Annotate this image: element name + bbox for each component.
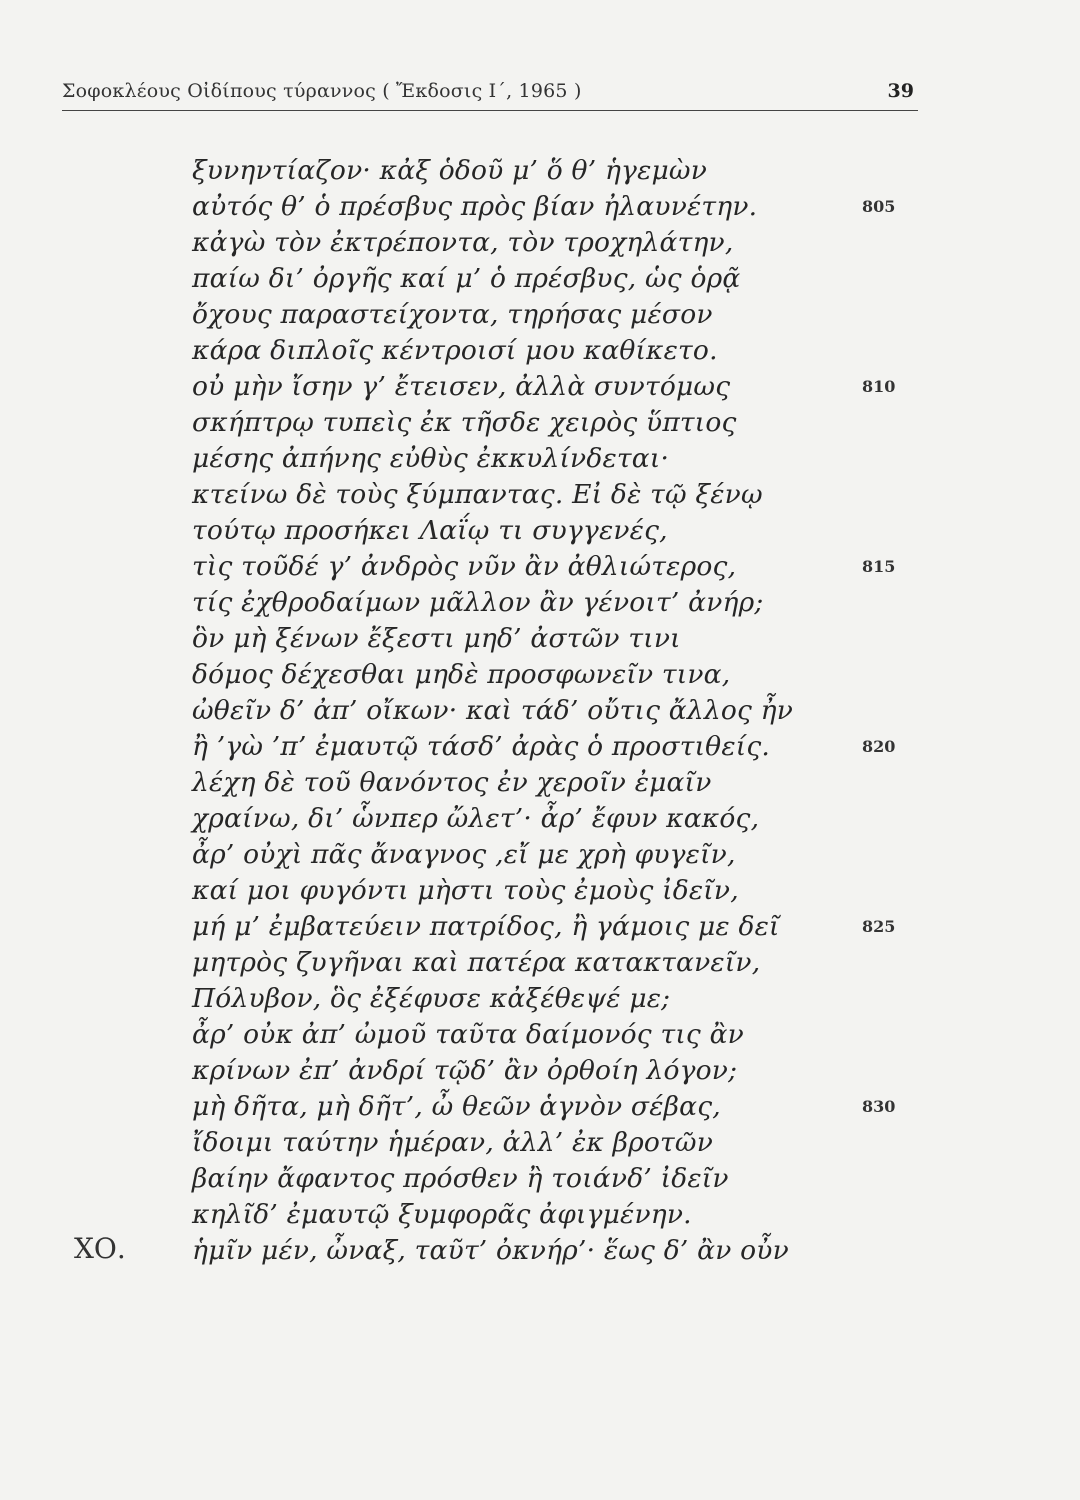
verse-line: τούτῳ προσήκει Λαΐῳ τι συγγενές, — [192, 515, 668, 546]
verse-line: αὐτός θ’ ὁ πρέσβυς πρὸς βίαν ἠλαυνέτην. — [192, 191, 758, 222]
verse-line: Πόλυβον, ὃς ἐξέφυσε κἀξέθεψέ με; — [192, 983, 671, 1014]
verse-line: τὶς τοῦδέ γ’ ἀνδρὸς νῦν ἂν ἀθλιώτερος, — [192, 551, 737, 582]
verse-line: παίω δι’ ὀργῆς καί μ’ ὁ πρέσβυς, ὡς ὁρᾷ — [192, 263, 741, 294]
verse-line: κηλῖδ’ ἐμαυτῷ ξυμφορᾶς ἀφιγμένην. — [192, 1199, 692, 1230]
line-number: 815 — [862, 557, 896, 576]
verse-line: ἴδοιμι ταύτην ἡμέραν, ἀλλ’ ἐκ βροτῶν — [192, 1127, 713, 1158]
verse-line: μή μ’ ἐμβατεύειν πατρίδος, ἢ γάμοις με δεῖ — [192, 911, 780, 942]
line-number: 820 — [862, 737, 896, 756]
line-number: 810 — [862, 377, 896, 396]
verse-line: καί μοι φυγόντι μὴστι τοὺς ἐμοὺς ἰδεῖν, — [192, 875, 739, 906]
verse-line: κἀγὼ τὸν ἐκτρέποντα, τὸν τροχηλάτην, — [192, 227, 734, 258]
verse-line: κτείνω δὲ τοὺς ξύμπαντας. Εἰ δὲ τῷ ξένῳ — [192, 479, 763, 510]
verse-line: ἡμῖν μέν, ὦναξ, ταῦτ’ ὀκνήρ’· ἕως δ’ ἂν οὖν — [192, 1235, 789, 1266]
verse-line: χραίνω, δι’ ὧνπερ ὤλετ’· ἆρ’ ἔφυν κακός, — [192, 803, 760, 834]
line-number: 830 — [862, 1097, 896, 1116]
verse-line: ἢ ’γὼ ’π’ ἐμαυτῷ τάσδ’ ἀρὰς ὁ προστιθείς. — [192, 731, 771, 762]
verse-line: βαίην ἄφαντος πρόσθεν ἢ τοιάνδ’ ἰδεῖν — [192, 1163, 729, 1194]
verse-line: δόμος δέχεσθαι μηδὲ προσφωνεῖν τινα, — [192, 659, 731, 690]
verse-line: μητρὸς ζυγῆναι καὶ πατέρα κατακτανεῖν, — [192, 947, 761, 978]
verse-line: ξυνηντίαζον· κἀξ ὁδοῦ μ’ ὅ θ’ ἡγεμὼν — [192, 155, 708, 186]
verse-line: σκήπτρῳ τυπεὶς ἐκ τῆσδε χειρὸς ὕπτιος — [192, 407, 737, 438]
verse-line: λέχη δὲ τοῦ θανόντος ἐν χεροῖν ἐμαῖν — [192, 767, 712, 798]
verse-line: ὃν μὴ ξένων ἔξεστι μηδ’ ἀστῶν τινι — [192, 623, 681, 654]
running-header — [62, 80, 918, 111]
line-number: 805 — [862, 197, 896, 216]
verse-line: ἆρ’ οὐχὶ πᾶς ἄναγνος ,εἴ με χρὴ φυγεῖν, — [192, 839, 736, 870]
verse-line: ὄχους παραστείχοντα, τηρήσας μέσον — [192, 299, 713, 330]
verse-line: μέσης ἀπήνης εὐθὺς ἐκκυλίνδεται· — [192, 443, 670, 474]
verse-line: μὴ δῆτα, μὴ δῆτ’, ὦ θεῶν ἁγνὸν σέβας, — [192, 1091, 721, 1122]
verse-line: κάρα διπλοῖς κέντροισί μου καθίκετο. — [192, 335, 718, 366]
header-title: Σοφοκλέους Οἰδίπους τύραννος ( Ἔκδοσις Ι΄, 1965 ) — [62, 80, 582, 102]
verse-line: τίς ἐχθροδαίμων μᾶλλον ἂν γένοιτ’ ἀνήρ; — [192, 587, 764, 618]
speaker-label: ΧΟ. — [74, 1232, 126, 1265]
verse-line: οὐ μὴν ἴσην γ’ ἔτεισεν, ἀλλὰ συντόμως — [192, 371, 731, 402]
verse-line: ὠθεῖν δ’ ἀπ’ οἴκων· καὶ τάδ’ οὔτις ἄλλος ἦν — [192, 695, 794, 726]
page-number: 39 — [887, 80, 914, 102]
line-number: 825 — [862, 917, 896, 936]
verse-line: κρίνων ἐπ’ ἀνδρί τῷδ’ ἂν ὀρθοίη λόγον; — [192, 1055, 738, 1086]
verse-line: ἆρ’ οὐκ ἀπ’ ὠμοῦ ταῦτα δαίμονός τις ἂν — [192, 1019, 744, 1050]
